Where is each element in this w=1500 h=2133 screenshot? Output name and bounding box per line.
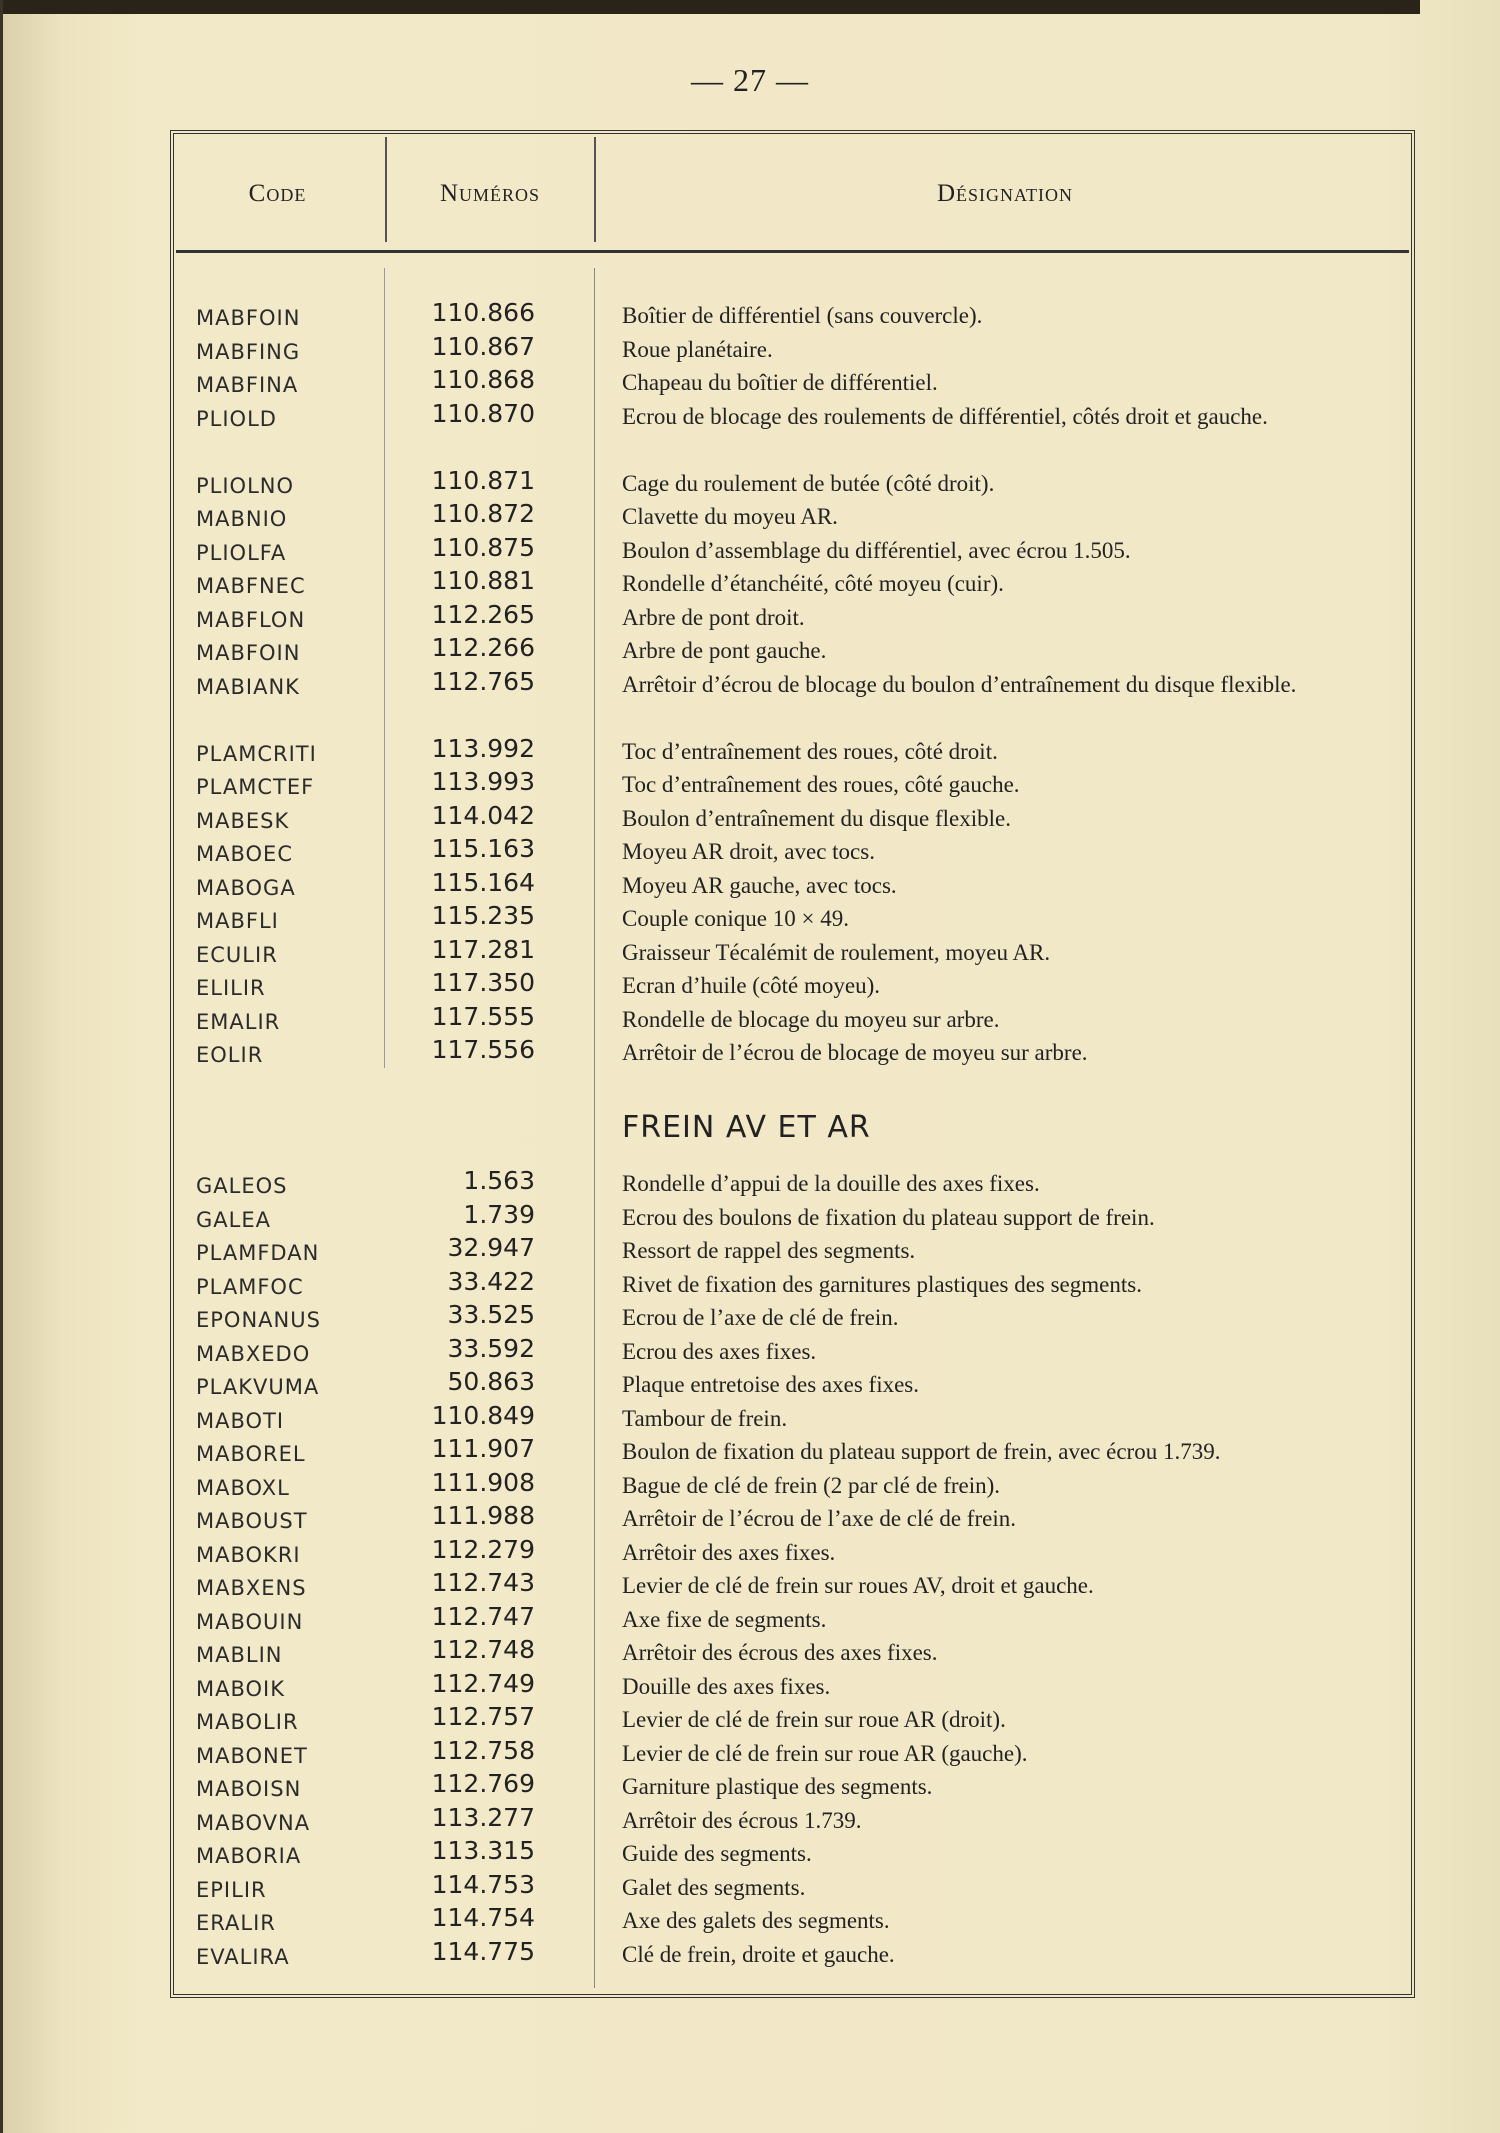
part-number: 111.908 bbox=[431, 1467, 535, 1497]
table-row bbox=[0, 1568, 1500, 1601]
part-designation: Tambour de frein. bbox=[622, 1405, 788, 1431]
part-number: 112.747 bbox=[431, 1601, 535, 1631]
part-code: PLAMFDAN bbox=[196, 1241, 320, 1265]
part-code: MABOUST bbox=[196, 1509, 308, 1533]
part-code: MABOIK bbox=[196, 1676, 286, 1701]
table-row bbox=[0, 767, 1500, 800]
part-number: 111.907 bbox=[431, 1434, 535, 1463]
part-number: 1.739 bbox=[463, 1199, 535, 1229]
part-designation: Arbre de pont gauche. bbox=[622, 638, 827, 663]
part-number: 33.592 bbox=[447, 1333, 535, 1363]
table-row bbox=[0, 1836, 1500, 1869]
part-designation: Toc d’entraînement des roues, côté droit. bbox=[622, 738, 998, 764]
part-designation: Guide des segments. bbox=[622, 1841, 812, 1866]
part-designation: Bague de clé de frein (2 par clé de frein). bbox=[622, 1472, 1001, 1498]
header-divider-2 bbox=[594, 137, 596, 242]
part-designation: Levier de clé de frein sur roue AR (droit). bbox=[622, 1707, 1006, 1732]
part-designation: Boîtier de différentiel (sans couvercle). bbox=[622, 303, 983, 328]
part-number: 1.563 bbox=[463, 1166, 535, 1195]
part-designation: Boulon d’entraînement du disque flexible. bbox=[622, 805, 1011, 831]
table-row bbox=[0, 1233, 1500, 1266]
part-designation: Cage du roulement de butée (côté droit). bbox=[622, 470, 995, 496]
part-number: 110.881 bbox=[431, 566, 535, 595]
table-row bbox=[0, 1434, 1500, 1467]
table-row bbox=[0, 667, 1500, 700]
part-number: 112.765 bbox=[431, 666, 535, 696]
table-row bbox=[0, 1300, 1500, 1333]
header-divider-1 bbox=[385, 137, 387, 242]
table-row bbox=[0, 734, 1500, 767]
part-designation: Clavette du moyeu AR. bbox=[622, 504, 838, 529]
part-designation: Rondelle de blocage du moyeu sur arbre. bbox=[622, 1006, 1000, 1032]
part-designation: Levier de clé de frein sur roue AR (gauche). bbox=[622, 1740, 1028, 1766]
part-designation: Rondelle d’appui de la douille des axes fixes. bbox=[622, 1171, 1040, 1196]
part-code: MABFINA bbox=[196, 373, 299, 397]
part-code: EPILIR bbox=[196, 1877, 267, 1902]
part-code: MABOLIR bbox=[196, 1710, 299, 1734]
table-row bbox=[0, 834, 1500, 867]
part-code: MABIANK bbox=[196, 674, 300, 699]
part-designation: Ecrou de blocage des roulements de différentiel, côtés droit et gauche. bbox=[622, 403, 1268, 429]
part-designation: Roue planétaire. bbox=[622, 336, 773, 362]
part-designation: Ecrou des boulons de fixation du plateau support de frein. bbox=[622, 1204, 1155, 1230]
part-designation: Arrêtoir des écrous 1.739. bbox=[622, 1807, 862, 1833]
part-number: 114.042 bbox=[431, 800, 535, 830]
part-designation: Ecrou des axes fixes. bbox=[622, 1338, 817, 1364]
part-code: MABXENS bbox=[196, 1576, 307, 1600]
part-code: MABOISN bbox=[196, 1777, 302, 1801]
part-designation: Arrêtoir de l’écrou de l’axe de clé de frein. bbox=[622, 1506, 1016, 1531]
part-code: MABOVNA bbox=[196, 1810, 311, 1835]
part-designation: Moyeu AR droit, avec tocs. bbox=[622, 839, 875, 864]
table-row bbox=[0, 533, 1500, 566]
part-code: MABFNEC bbox=[196, 574, 306, 598]
table-row bbox=[0, 566, 1500, 599]
header-designation: Désignation bbox=[936, 180, 1074, 207]
table-row bbox=[0, 868, 1500, 901]
part-code: EMALIR bbox=[196, 1009, 281, 1034]
part-number: 50.863 bbox=[447, 1367, 535, 1396]
part-code: MABOTI bbox=[196, 1408, 285, 1433]
part-number: 112.758 bbox=[431, 1735, 535, 1765]
part-designation: Levier de clé de frein sur roues AV, droit et gauche. bbox=[622, 1573, 1094, 1598]
part-number: 110.870 bbox=[431, 398, 535, 428]
part-number: 112.279 bbox=[431, 1534, 535, 1564]
part-code: MABNIO bbox=[196, 507, 288, 531]
table-row bbox=[0, 633, 1500, 666]
top-edge-shadow bbox=[0, 0, 1420, 14]
part-number: 110.868 bbox=[431, 365, 535, 394]
part-code: EOLIR bbox=[196, 1043, 264, 1067]
table-row bbox=[0, 968, 1500, 1001]
table-row bbox=[0, 1334, 1500, 1367]
part-designation: Arrêtoir des axes fixes. bbox=[622, 1539, 836, 1565]
part-designation: Arbre de pont droit. bbox=[622, 604, 805, 630]
page-number: — 27 — bbox=[691, 62, 809, 98]
part-number: 33.525 bbox=[447, 1300, 535, 1329]
part-code: MABFOIN bbox=[196, 641, 301, 665]
part-code: ECULIR bbox=[196, 942, 278, 967]
part-designation: Ecran d’huile (côté moyeu). bbox=[622, 973, 880, 998]
part-code: MABFLI bbox=[196, 909, 279, 933]
table-row bbox=[0, 1903, 1500, 1936]
part-designation: Graisseur Técalémit de roulement, moyeu AR. bbox=[622, 939, 1051, 965]
table-header bbox=[170, 135, 1415, 253]
part-code: GALEOS bbox=[196, 1174, 288, 1198]
part-designation: Chapeau du boîtier de différentiel. bbox=[622, 370, 938, 395]
part-code: MABORIA bbox=[196, 1844, 302, 1868]
table-row bbox=[0, 1769, 1500, 1802]
part-number: 117.555 bbox=[431, 1001, 535, 1031]
part-number: 33.422 bbox=[447, 1266, 535, 1296]
part-number: 110.875 bbox=[431, 532, 535, 562]
part-code: MABFOIN bbox=[196, 306, 301, 330]
header-code: Code bbox=[248, 180, 307, 207]
part-code: MABOEC bbox=[196, 842, 293, 866]
part-designation: Plaque entretoise des axes fixes. bbox=[622, 1372, 919, 1397]
part-code: MABOXL bbox=[196, 1475, 290, 1500]
table-row bbox=[0, 801, 1500, 834]
part-number: 113.315 bbox=[431, 1836, 535, 1865]
part-code: MABXEDO bbox=[196, 1341, 311, 1366]
part-number: 110.867 bbox=[431, 331, 535, 361]
part-number: 114.753 bbox=[431, 1869, 535, 1899]
part-number: 114.775 bbox=[431, 1936, 535, 1966]
part-number: 115.163 bbox=[431, 834, 535, 863]
part-designation: Moyeu AR gauche, avec tocs. bbox=[622, 872, 897, 898]
part-designation: Ecrou de l’axe de clé de frein. bbox=[622, 1305, 899, 1330]
part-code: PLAMFOC bbox=[196, 1274, 304, 1299]
part-code: PLIOLFA bbox=[196, 540, 287, 565]
part-number: 115.164 bbox=[431, 867, 535, 897]
table-row bbox=[0, 1535, 1500, 1568]
table-row bbox=[0, 1166, 1500, 1199]
table-row bbox=[0, 901, 1500, 934]
part-code: MABONET bbox=[196, 1743, 308, 1768]
part-designation: Arrêtoir d’écrou de blocage du boulon d’entraînement du disque flexible. bbox=[622, 671, 1297, 697]
part-designation: Galet des segments. bbox=[622, 1874, 806, 1900]
part-number: 112.265 bbox=[431, 599, 535, 629]
part-number: 112.757 bbox=[431, 1702, 535, 1731]
part-number: 113.993 bbox=[431, 767, 535, 796]
table-row bbox=[0, 1803, 1500, 1836]
header-numeros: Numéros bbox=[439, 180, 541, 207]
part-code: MABFING bbox=[196, 339, 301, 364]
part-code: GALEA bbox=[196, 1207, 271, 1232]
part-code: PLIOLD bbox=[196, 406, 277, 431]
table-row bbox=[0, 1870, 1500, 1903]
part-code: EVALIRA bbox=[196, 1944, 290, 1969]
table-row bbox=[0, 1736, 1500, 1769]
part-number: 110.872 bbox=[431, 499, 535, 528]
part-number: 117.350 bbox=[431, 968, 535, 997]
part-designation: Boulon de fixation du plateau support de frein, avec écrou 1.739. bbox=[622, 1439, 1221, 1464]
part-number: 112.743 bbox=[431, 1568, 535, 1597]
part-number: 110.866 bbox=[431, 298, 535, 327]
part-number: 112.749 bbox=[431, 1668, 535, 1698]
part-code: PLAKVUMA bbox=[196, 1375, 320, 1399]
part-code: PLAMCRITI bbox=[196, 741, 317, 766]
part-code: ERALIR bbox=[196, 1911, 276, 1935]
part-designation: Rondelle d’étanchéité, côté moyeu (cuir). bbox=[622, 571, 1004, 596]
table-row bbox=[0, 1002, 1500, 1035]
part-code: MABOREL bbox=[196, 1442, 306, 1466]
part-designation: Garniture plastique des segments. bbox=[622, 1774, 933, 1799]
part-number: 115.235 bbox=[431, 901, 535, 930]
table-row bbox=[0, 399, 1500, 432]
part-number: 112.748 bbox=[431, 1635, 535, 1664]
table-row bbox=[0, 1267, 1500, 1300]
table-row bbox=[0, 1669, 1500, 1702]
table-row bbox=[0, 1367, 1500, 1400]
part-designation: Clé de frein, droite et gauche. bbox=[622, 1941, 895, 1967]
part-code: MABOKRI bbox=[196, 1542, 301, 1567]
table-row bbox=[0, 1468, 1500, 1501]
part-designation: Arrêtoir des écrous des axes fixes. bbox=[622, 1640, 938, 1665]
part-number: 112.769 bbox=[431, 1769, 535, 1798]
part-code: ELILIR bbox=[196, 976, 266, 1000]
part-code: MABOUIN bbox=[196, 1609, 304, 1634]
table-row bbox=[0, 1200, 1500, 1233]
part-designation: Axe des galets des segments. bbox=[622, 1908, 890, 1933]
table-row bbox=[0, 466, 1500, 499]
part-number: 110.849 bbox=[431, 1400, 535, 1430]
part-number: 112.266 bbox=[431, 633, 535, 662]
table-row bbox=[0, 600, 1500, 633]
part-code: MABFLON bbox=[196, 607, 306, 632]
part-number: 113.992 bbox=[431, 733, 535, 763]
part-designation: Arrêtoir de l’écrou de blocage de moyeu sur arbre. bbox=[622, 1040, 1088, 1065]
table-row bbox=[0, 332, 1500, 365]
part-code: MABLIN bbox=[196, 1643, 283, 1667]
table-row bbox=[0, 1635, 1500, 1668]
part-code: PLIOLNO bbox=[196, 473, 295, 498]
part-number: 111.988 bbox=[431, 1501, 535, 1530]
part-code: MABESK bbox=[196, 808, 290, 833]
part-designation: Boulon d’assemblage du différentiel, avec écrou 1.505. bbox=[622, 537, 1131, 563]
part-designation: Couple conique 10 × 49. bbox=[622, 906, 849, 931]
table-row bbox=[0, 1602, 1500, 1635]
table-row bbox=[0, 499, 1500, 532]
table-row bbox=[0, 1937, 1500, 1970]
table-row bbox=[0, 365, 1500, 398]
part-designation: Toc d’entraînement des roues, côté gauche. bbox=[622, 772, 1020, 797]
part-designation: Rivet de fixation des garnitures plastiques des segments. bbox=[622, 1271, 1142, 1297]
part-code: MABOGA bbox=[196, 875, 296, 900]
table-row bbox=[0, 935, 1500, 968]
header-rule bbox=[176, 250, 1409, 253]
table-row bbox=[0, 1702, 1500, 1735]
table-row bbox=[0, 1501, 1500, 1534]
part-number: 117.281 bbox=[431, 934, 535, 964]
section-title-frein: FREIN AV ET AR bbox=[622, 1110, 871, 1145]
part-designation: Ressort de rappel des segments. bbox=[622, 1238, 916, 1263]
part-number: 32.947 bbox=[447, 1233, 535, 1262]
part-code: EPONANUS bbox=[196, 1308, 321, 1332]
part-number: 113.277 bbox=[431, 1802, 535, 1832]
part-designation: Axe fixe de segments. bbox=[622, 1606, 827, 1632]
part-number: 110.871 bbox=[431, 465, 535, 495]
part-designation: Douille des axes fixes. bbox=[622, 1673, 831, 1699]
table-row bbox=[0, 298, 1500, 331]
part-number: 114.754 bbox=[431, 1903, 535, 1932]
table-row bbox=[0, 1401, 1500, 1434]
part-number: 117.556 bbox=[431, 1035, 535, 1064]
table-row bbox=[0, 1035, 1500, 1068]
part-code: PLAMCTEF bbox=[196, 775, 315, 799]
